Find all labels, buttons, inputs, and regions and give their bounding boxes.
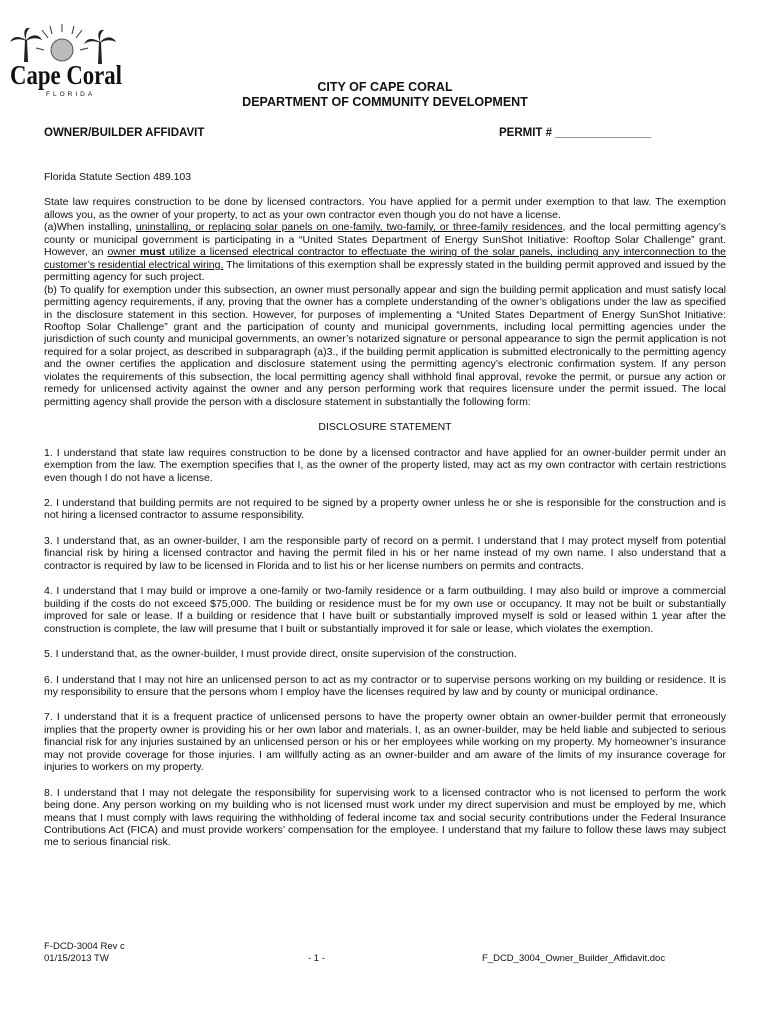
paragraph-a-underlined-3: utilize a licensed electrical contractor to effectuate the wiring of the solar panels, including any interconnection to the customer’s residential electrical wiring. [44, 246, 726, 271]
footer-form-info [44, 941, 125, 964]
disclosure-item-8: 8. I understand that I may not delegate the responsibility for supervising work to a licensed contractor who is not licensed to perform the work being done. Any person working on my building who is not licensed must work under my direct supervision and must be employed by me, which means that I must comply with laws requiring the withholding of federal income tax and social security contributions under the Federal Insurance Contributions Act (FICA) and must provide workers’ compensation for the employee. I understand that my failure to follow these laws may subject me to serious financial risk. [44, 786, 726, 849]
logo-name: Cape Coral [10, 60, 123, 90]
document-title: OWNER/BUILDER AFFIDAVIT [44, 127, 205, 139]
footer-filename: F_DCD_3004_Owner_Builder_Affidavit.doc [482, 953, 666, 964]
disclosure-item-2: 2. I understand that building permits are not required to be signed by a property owner unless he or she is responsible for the construction and is not hiring a licensed contractor to assume responsibility. [44, 496, 726, 522]
disclosure-item-1: 1. I understand that state law requires construction to be done by a licensed contractor and have applied for an owner-builder permit under an exemption from the law. The exemption specifies that I, as the owner of the property listed, may act as my own contractor with certain restrictions even though I do not have a license. [44, 446, 726, 484]
footer-page-number: - 1 - [308, 953, 325, 964]
paragraph-a-must: must [140, 246, 166, 259]
disclosure-item-6: 6. I understand that I may not hire an unlicensed person to act as my contractor or to supervise persons working on my building or residence. It is my responsibility to ensure that the persons whom I employ have the licenses required by law and by county or municipal ordinance. [44, 673, 726, 698]
permit-number-label: PERMIT # _______________ [499, 127, 652, 139]
city-title: CITY OF CAPE CORAL [317, 80, 453, 94]
disclosure-item-3: 3. I understand that, as an owner-builder, I am the responsible party of record on a permit. I understand that I may protect myself from potential financial risk by hiring a licensed contractor and having the permit filed in his or her name instead of my own name. I also understand that a contractor is required by law to be licensed in Florida and to list his or her license numbers on permits and contracts. [44, 534, 726, 572]
department-title: DEPARTMENT OF COMMUNITY DEVELOPMENT [242, 95, 528, 109]
intro-paragraph: State law requires construction to be done by licensed contractors. You have applied for a permit under exemption to that law. The exemption allows you, as the owner of your property, to act as your own contractor even though you do not have a license. [44, 196, 726, 221]
paragraph-a-underlined-2: owner [107, 246, 141, 259]
affidavit-body [44, 171, 726, 849]
paragraph-a-underlined-1: uninstalling, or replacing solar panels on one-family, two-family, or three-family residences [135, 221, 563, 234]
disclosure-heading: DISCLOSURE STATEMENT [318, 421, 452, 434]
statute-reference: Florida Statute Section 489.103 [44, 171, 192, 183]
disclosure-item-4: 4. I understand that I may build or improve a one-family or two-family residence or a farm outbuilding. I may also build or improve a commercial building if the costs do not exceed $75,000. The building or residence must be for my own use or occupancy. It may not be built or substantially improved for sale or lease. If a building or residence that I have built or substantially improved myself is sold or leased within 1 year after the construction is complete, the law will presume that I built or substantially improved it for sale or lease, which violates the exemption. [44, 585, 726, 635]
disclosure-item-5: 5. I understand that, as the owner-builder, I must provide direct, onsite supervision of the construction. [44, 648, 517, 661]
paragraph-a-text-1: (a)When installing, [44, 221, 136, 234]
footer-date: 01/15/2013 TW [44, 952, 109, 964]
disclosure-item-7: 7. I understand that it is a frequent practice of unlicensed persons to have the property owner obtain an owner-builder permit that erroneously implies that the property owner is providing his or her own labor and materials. I, as an owner-builder, may be held liable and subjected to serious financial risk for any injuries sustained by an unlicensed person or his or her employees while working on my property. My homeowner’s insurance may not provide coverage for those injuries. I am willfully acting as an owner-builder and am aware of the limits of my insurance coverage for injuries to workers on my property. [44, 711, 726, 774]
paragraph-b: (b) To qualify for exemption under this subsection, an owner must personally appear and sign the building permit application and must satisfy local permitting agency requirements, if any, proving that the owner has a complete understanding of the owner’s obligations under the law as specified in the disclosure statement in this section. However, for purposes of implementing a “United States Department of Energy SunShot Initiative: Rooftop Solar Challenge” grant and the participation of county and municipal governments, including local permitting agencies under the jurisdiction of such county and municipal governments, an owner’s notarized signature or personal appearance to sign the permit application is not required for a solar project, as described in subparagraph (a)3., if the building permit application is submitted electronically to the permitting agency and the owner certifies the application and disclosure statement using the permitting agency’s electronic confirmation system. If any person violates the requirements of this subsection, the local permitting agency shall withhold final approval, revoke the permit, or pursue any action or remedy for unlicensed activity against the owner and any person performing work that requires licensure under the permit issued. The local permitting agency shall provide the person with a disclosure statement in substantially the following form: [44, 283, 726, 408]
footer-form-id: F-DCD-3004 Rev c [44, 941, 125, 952]
logo-subtitle: FLORIDA [46, 91, 96, 98]
paragraph-a-text-3: The limitations of this exemption shall be expressly stated in the building permit approved and issued by the permitting agency for such project. [44, 258, 726, 284]
paragraph-a [44, 221, 726, 283]
paragraph-a-text-2: , and the local permitting agency’s county or municipal government is participating in a “United States Department of Energy SunShot Initiative: Rooftop Solar Challenge” grant. However, an [44, 221, 726, 259]
